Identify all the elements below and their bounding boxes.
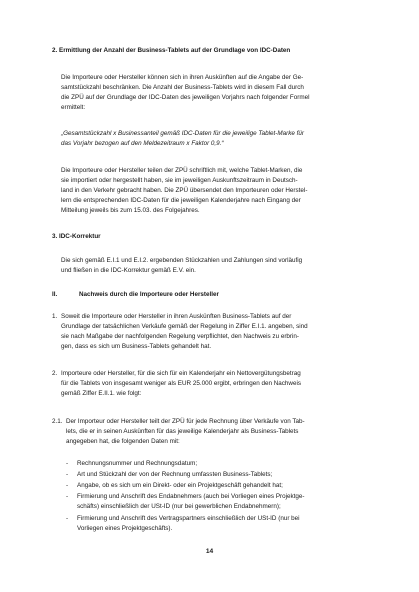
text-line: lets, die er in seinen Auskünften für das jeweilige Kalenderjahr als Business-Tablets [66, 428, 299, 435]
text-line: sie importiert oder hergestellt haben, sie im jeweiligen Auskunftszeitraum in Deutsch- [61, 177, 298, 184]
item-number: 1. [52, 313, 58, 320]
section-heading-2: 2. Ermittlung der Anzahl der Business-Tablets auf der Grundlage von IDC-Daten [52, 47, 291, 54]
text-line: Mitteilung jeweils bis zum 15.03. des Folgejahres. [61, 207, 200, 214]
bullet-text: Firmierung und Anschrift des Vertragspartners einschließlich der USt-ID (nur bei [77, 515, 300, 522]
text-line: Importeure oder Hersteller, für die sich für ein Kalenderjahr ein Nettovergütungsbetrag [61, 370, 301, 377]
section-number: II. [52, 291, 58, 298]
dash-marker: - [66, 482, 69, 489]
text-line: lern die entsprechenden IDC-Daten für die jeweiligen Kalenderjahre nach Eingang der [61, 197, 301, 204]
text-line: angegeben hat, die folgenden Daten mit: [66, 438, 180, 445]
dash-marker: - [66, 493, 69, 500]
dash-marker: - [66, 515, 69, 522]
text-line: sie nach Maßgabe der nachfolgenden Regelung verpflichtet, den Nachweis zu erbrin- [61, 333, 300, 340]
text-line: gen, dass es sich um Business-Tablets gehandelt hat. [61, 343, 212, 350]
bullet-text: Firmierung und Anschrift des Endabnehmers (auch bei Vorliegen eines Projektge- [77, 493, 305, 500]
bullet-text: Rechnungsnummer und Rechnungsdatum; [77, 460, 198, 467]
text-line: die ZPÜ auf der Grundlage der IDC-Daten des jeweiligen Vorjahrs nach folgender Formel [61, 94, 310, 101]
formula-line: „Gesamtstückzahl x Businessanteil gemäß IDC-Daten für die jeweilige Tablet-Marke für [61, 130, 304, 137]
text-line: für die Tablets von insgesamt weniger als EUR 25.000 ergibt, erbringen den Nachweis [61, 380, 301, 387]
bullet-text: Vorliegen eines Projektgeschäfts). [77, 525, 173, 532]
section-title: Nachweis durch die Importeure oder Hersteller [79, 291, 219, 298]
text-line: Die sich gemäß E.I.1 und E.I.2. ergebenden Stückzahlen und Zahlungen sind vorläufig [61, 257, 303, 264]
text-line: ermittelt: [61, 104, 86, 111]
text-line: Grundlage der tatsächlichen Verkäufe gemäß der Regelung in Ziffer E.I.1. angeben, sind [61, 323, 308, 330]
text-line: gemäß Ziffer E.II.1. wie folgt: [61, 390, 142, 397]
section-heading-3: 3. IDC-Korrektur [52, 233, 101, 240]
formula-line: das Vorjahr bezogen auf den Meldezeitraum x Faktor 0,9.“ [61, 140, 224, 147]
bullet-text: Angabe, ob es sich um ein Direkt- oder ein Projektgeschäft gehandelt hat; [77, 482, 283, 489]
text-line: Soweit die Importeure oder Hersteller in ihren Auskünften Business-Tablets auf der [61, 313, 292, 320]
bullet-text: schäfts) einschließlich der USt-ID (nur bei gewerblichen Endabnehmern); [77, 503, 281, 510]
text-line: samtstückzahl beschränken. Die Anzahl der Business-Tablets wird in diesem Fall durch [61, 84, 304, 91]
text-line: Der Importeur oder Hersteller teilt der ZPÜ für jede Rechnung über Verkäufe von Tab- [66, 418, 305, 425]
item-number: 2.1. [52, 418, 63, 425]
text-line: Die Importeure oder Hersteller können sich in ihren Auskünften auf die Angabe der Ge- [61, 74, 304, 81]
text-line: und fließen in die IDC-Korrektur gemäß E.V. ein. [61, 267, 196, 274]
text-line: Die Importeure oder Hersteller teilen der ZPÜ schriftlich mit, welche Tablet-Marken, die [61, 167, 303, 174]
dash-marker: - [66, 471, 69, 478]
bullet-text: Art und Stückzahl der von der Rechnung umfassten Business-Tablets; [77, 471, 273, 478]
text-line: land in den Verkehr gebracht haben. Die ZPÜ übersendet den Importeuren oder Herstel- [61, 187, 308, 194]
dash-marker: - [66, 460, 69, 467]
item-number: 2. [52, 370, 58, 377]
page-number: 14 [205, 548, 214, 555]
